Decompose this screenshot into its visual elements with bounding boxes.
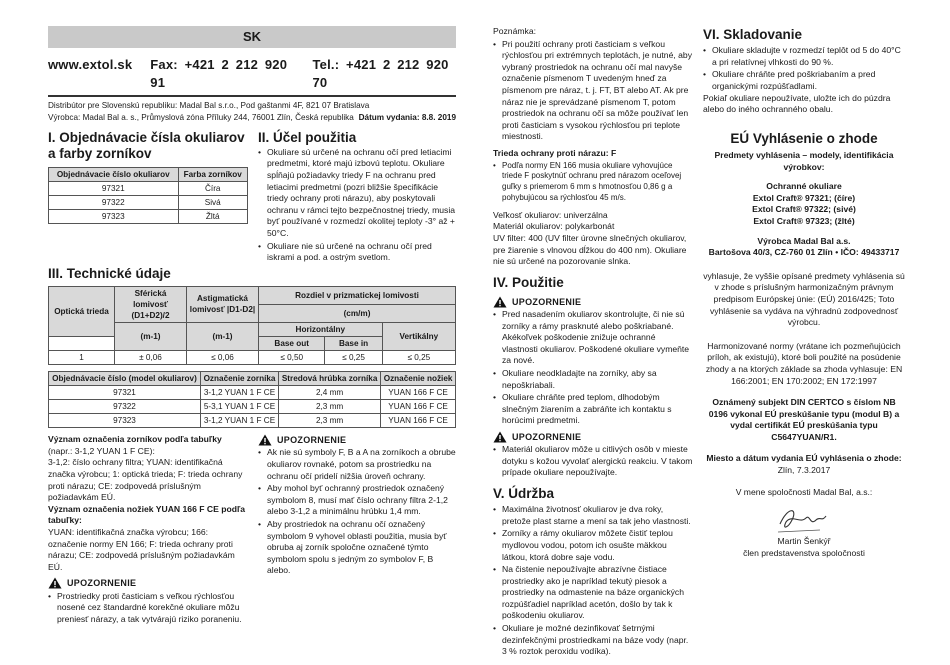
section-3-notes (48, 434, 456, 625)
table-cell: 97323 (49, 209, 179, 223)
list-item: • Okuliare neodkladajte na zorníky, aby sa nepoškriabali. (493, 368, 693, 391)
table-row (49, 350, 456, 364)
section-1-title: I. Objednávacie čísla okuliarov a farby zorníkov (48, 129, 245, 161)
warning-heading (493, 296, 693, 308)
list-item: • Pri použití ochrany proti časticiam s veľkou rýchlosťou pri extrémnych teplotách, je nutné, aby vybraný prostriedok na ochranu očí mal navyše označenie písmenom T uvedeným hneď za písmenom pre náraz, t. j. FT, BT alebo AT. Ak pre náraz nie je sprevádzané písmenom T, potom prostriedok na ochranu očí sa môže používať len proti časticiam s vysokou rýchlosťou pri teplote miestnosti. (493, 39, 693, 143)
table-cell: 97323 (49, 414, 201, 428)
section-1 (48, 130, 248, 264)
warning-icon (493, 431, 507, 443)
table-cell: 97322 (49, 400, 201, 414)
table-cell: Číra (178, 181, 248, 195)
table-header: Base out (259, 336, 325, 350)
material: Materiál okuliarov: polykarbonát (493, 221, 615, 232)
table-header: Rozdiel v prizmatickej lomivosti (259, 286, 456, 304)
list-item: • Okuliare chráňte pred teplom, dlhodobým slnečným žiarením a zabráňte ich kontaktu s horúcimi predmetmi. (493, 392, 693, 427)
table-cell: Žltá (178, 209, 248, 223)
warning-heading (493, 431, 693, 443)
table-cell: 3-1,2 YUAN 1 F CE (200, 386, 278, 400)
table-header (49, 336, 115, 350)
eu-product: Ochranné okuliare (766, 181, 842, 192)
eu-declaration (703, 130, 905, 560)
section-2 (258, 130, 456, 264)
section-6-title: VI. Skladovanie (703, 27, 803, 42)
warning-icon (258, 434, 272, 446)
table-cell: YUAN 166 F CE (381, 386, 456, 400)
table-cell: YUAN 166 F CE (381, 400, 456, 414)
note-title: Poznámka: (493, 26, 536, 36)
warning-icon (48, 577, 62, 589)
table-cell: ≤ 0,50 (259, 350, 325, 364)
eu-title: EÚ Vyhlásenie o zhode (730, 130, 878, 146)
section-2-title: II. Účel použitia (258, 129, 357, 145)
table-header: Astigmatická lomivosť |D1-D2| (187, 286, 259, 322)
contact-line (48, 56, 456, 91)
eu-product: Extol Craft® 97323; (žlté) (753, 215, 855, 226)
table-row (49, 400, 456, 414)
eu-subtitle: Predmety vyhlásenia – modely, identifikácia výrobkov: (714, 150, 894, 172)
eu-product: Extol Craft® 97322; (sivé) (752, 204, 856, 215)
eu-signer: Martin Šenkýř (777, 536, 831, 547)
eu-manufacturer-address: Bartošova 40/3, CZ-760 01 Zlín • IČO: 49433717 (708, 247, 900, 258)
order-color-table (48, 167, 248, 224)
warning-label: UPOZORNENIE (277, 435, 347, 446)
warning-heading (258, 434, 456, 446)
language-bar: SK (48, 26, 456, 48)
table-cell: ± 0,06 (115, 350, 187, 364)
column-right (703, 26, 905, 559)
table-header: Objednávacie číslo okuliarov (49, 167, 179, 181)
class-title: Trieda ochrany proti nárazu: F (493, 147, 617, 158)
list-item: • Zorníky a rámy okuliarov môžete čistiť teplou mydlovou vodou, potom ich osušte mäkkou látkou, ktorá dobre saje vodu. (493, 528, 693, 563)
table-row (49, 414, 456, 428)
table-cell: YUAN 166 F CE (381, 414, 456, 428)
table-cell: 1 (49, 350, 115, 364)
meaning2-title: Význam označenia nožiek YUAN 166 F CE podľa tabuľky: (48, 503, 246, 526)
meaning-title: Význam označenia zorníkov podľa tabuľky (48, 434, 222, 445)
column-middle (493, 26, 693, 658)
issue-date: Dátum vydania: 8.8. 2019 (358, 112, 456, 122)
marking-meaning (48, 434, 248, 625)
warning-label: UPOZORNENIE (67, 578, 137, 589)
table-cell: 97321 (49, 181, 179, 195)
list-item: • Materiál okuliarov môže u citlivých osôb v mieste dotyku s kožou vyvolať alergickú reakciu. V takom prípade okuliare nepoužívajte. (493, 444, 693, 479)
table-header: Vertikálny (382, 322, 455, 350)
table-header: (cm/m) (259, 304, 456, 322)
table-cell: 2,3 mm (279, 414, 381, 428)
column-left (48, 26, 456, 625)
phone-number: Tel.: +421 2 212 920 70 (312, 57, 449, 90)
divider (48, 95, 456, 97)
table-header: Horizontálny (259, 322, 383, 336)
warning-icon (493, 296, 507, 308)
distributor-text: Distribútor pre Slovenskú republiku: Madal Bal s.r.o., Pod gaštanmi 4F, 821 07 Bratislava (48, 101, 370, 111)
table-cell: 97322 (49, 195, 179, 209)
list-item: • Prostriedky proti časticiam s veľkou rýchlosťou nosené cez štandardné korekčné okuliare môžu preniesť nárazy, a tak vytvárajú riziko poraneniu. (48, 591, 248, 626)
table-header: Base in (325, 336, 382, 350)
section-3-title: III. Technické údaje (48, 265, 171, 281)
list-item: • Aby mohol byť ochranný prostriedok označený symbolom 8, musí mať číslo ochrany filtra 2-1,2 alebo 3-1,2 a minimálnu hrúbku 1,4 mm. (258, 483, 456, 518)
warning-heading (48, 577, 248, 589)
eu-sign-for: V mene spoločnosti Madal Bal, a.s.: (735, 486, 873, 497)
table-header: (m-1) (115, 322, 187, 350)
list-item: • Okuliare chráňte pred poškriabaním a pred organickými rozpúšťadlami. (703, 69, 905, 92)
table-header: Stredová hrúbka zorníka (279, 372, 381, 386)
table-header: Farba zorníkov (178, 167, 248, 181)
table-cell: 2,4 mm (279, 386, 381, 400)
table-header: Sférická lomivosť (D1+D2)/2 (115, 286, 187, 322)
meaning-lens: 3-1,2: číslo ochrany filtra; YUAN: identifikačná značka výrobcu; 1: optická trieda; F: trieda ochrany proti nárazu; CE: zodpovedá príslušným požiadavkám EÚ. (48, 457, 243, 503)
eu-place: Zlín, 7.3.2017 (777, 465, 831, 476)
table-cell: 3-1,2 YUAN 1 F CE (200, 414, 278, 428)
list-item: • Okuliare je možné dezinfikovať šetrnými dezinfekčnými prostriedkami na báze vody (napr. 3 % roztok peroxidu vodíka). (493, 623, 693, 658)
table-cell: ≤ 0,06 (187, 350, 259, 364)
website-link[interactable]: www.extol.sk (48, 57, 133, 72)
table-cell: 97321 (49, 386, 201, 400)
marking-table (48, 371, 456, 428)
manufacturer-line (48, 112, 456, 124)
table-row (49, 386, 456, 400)
warning-label: UPOZORNENIE (512, 431, 582, 442)
storage-note: Pokiaľ okuliare nepoužívate, uložte ich do púzdra alebo do iného ochranného obalu. (703, 92, 891, 115)
eu-manufacturer: Výrobca Madal Bal a.s. (757, 235, 851, 246)
table-header: (m-1) (187, 322, 259, 350)
table-row (49, 195, 248, 209)
eu-signer-role: člen predstavenstva spoločnosti (743, 547, 865, 558)
eu-standards: Harmonizované normy (vrátane ich pozmeňujúcich príloh, ak existujú), ktoré boli použité na posúdenie zhody a na ktorých základe sa zhoda vyhlasuje: EN 166:2001; EN 170:2002; EN 172:1997 (705, 340, 903, 386)
list-item: • Okuliare nie sú určené na ochranu očí pred iskrami a pod. a ostrým svetlom. (258, 241, 456, 264)
signature-icon (774, 502, 834, 536)
list-item: • Maximálna životnosť okuliarov je dva roky, pretože plast starne a mení sa tak jeho vlastnosti. (493, 504, 693, 527)
sections-1-2 (48, 130, 456, 264)
uv-filter: UV filter: 400 (UV filter úrovne slnečných okuliarov, pre žiarenie s vlnovou dĺžkou do 400 nm). Okuliare nie sú určené na pozorovanie slnka. (493, 232, 687, 267)
warning-block (258, 434, 456, 625)
table-header: Optická trieda (49, 286, 115, 336)
table-row (49, 209, 248, 223)
list-item: • Aby prostriedok na ochranu očí označený symbolom 9 vyhovel oblasti použitia, musia byť obruba aj zorník spoločne označené týmto symbolom spolu s jedným zo symbolov F, B alebo. (258, 519, 456, 577)
section-5-title: V. Údržba (493, 485, 555, 501)
fax-number: Fax: +421 2 212 920 91 (150, 57, 288, 90)
list-item: • Podľa normy EN 166 musia okuliare vyhovujúce triede F poskytnúť ochranu pred nárazom oceľovej guľky s priemerom 6 mm s hmotnosťou 0,86 g a pohybujúcou sa rýchlosťou 45 m/s. (493, 161, 693, 204)
list-item: • Na čistenie nepoužívajte abrazívne čistiace prostriedky ako je napríklad tekutý piesok a prostriedky na odmastenie na báze organických rozpúšťadiel napríklad acetón, došlo by tak k poškodeniu okuliarov. (493, 564, 693, 622)
eu-product: Extol Craft® 97321; (číre) (752, 192, 856, 203)
table-header: Označenie nožiek (381, 372, 456, 386)
eu-notified-body: Oznámený subjekt DIN CERTCO s číslom NB 0196 vykonal EÚ preskúšanie typu (modul B) a vydal certifikát EÚ preskúšania typu C5647YUAN/R1. (708, 397, 900, 442)
meaning-temples: YUAN: identifikačná značka výrobcu; 166: označenie normy EN 166; F: trieda ochrany proti nárazu; CE: zodpovedá príslušným požiadavkám EÚ. (48, 527, 235, 572)
list-item: • Pred nasadením okuliarov skontrolujte, či nie sú zorníky a rámy prasknuté alebo poškriabané. Akékoľvek poškodenie znižuje ochranné vlastnosti okuliarov. Poškodené okuliare vymeňte za nové. (493, 309, 693, 367)
eu-place-label: Miesto a dátum vydania EÚ vyhlásenia o zhode: (706, 453, 902, 464)
section-4-title: IV. Použitie (493, 274, 564, 290)
list-item: • Ak nie sú symboly F, B a A na zorníkoch a obrube okuliarov rovnaké, potom sa prostriedku na ochranu očí pridelí nižšia úroveň ochrany. (258, 447, 456, 482)
table-header: Označenie zorníka (200, 372, 278, 386)
optical-table (48, 286, 456, 365)
table-cell: 2,3 mm (279, 400, 381, 414)
table-cell: 5-3,1 YUAN 1 F CE (200, 400, 278, 414)
list-item: • Okuliare sú určené na ochranu očí pred letiacimi predmetmi, ktoré majú izbovú teplotu. Okuliare spĺňajú požiadavky triedy F na ochranu pred letiacimi predmetmi (pozri bližšie špecifikácie triedy ochrany proti nárazu), aby poskytovali ochranu v rámci tejto bezpečnostnej triedy, musia byť používané v rozmedzí okolitej teploty -3° až + 50°C. (258, 147, 456, 240)
table-header: Objednávacie číslo (model okuliarov) (49, 372, 201, 386)
manufacturer-text: Výrobca: Madal Bal a. s., Průmyslová zóna Příluky 244, 76001 Zlín, Česká republika (48, 112, 354, 122)
table-row (49, 181, 248, 195)
eu-declares: vyhlasuje, že vyššie opísané predmety vyhlásenia sú v zhode s príslušným harmonizačným právnym predpisom Európskej únie: (EÚ) 2016/425; Toto vyhlásenie sa vydáva na výhradnú zodpovednosť výrobcu. (703, 270, 905, 328)
table-cell: Sivá (178, 195, 248, 209)
table-cell: ≤ 0,25 (325, 350, 382, 364)
table-cell: ≤ 0,25 (382, 350, 455, 364)
warning-label: UPOZORNENIE (512, 296, 582, 307)
list-item: • Okuliare skladujte v rozmedzí teplôt od 5 do 40°C a pri relatívnej vlhkosti do 90 %. (703, 45, 905, 68)
meaning-example: (napr.: 3-1,2 YUAN 1 F CE): (48, 445, 155, 456)
frame-size: Veľkosť okuliarov: univerzálna (493, 209, 608, 220)
